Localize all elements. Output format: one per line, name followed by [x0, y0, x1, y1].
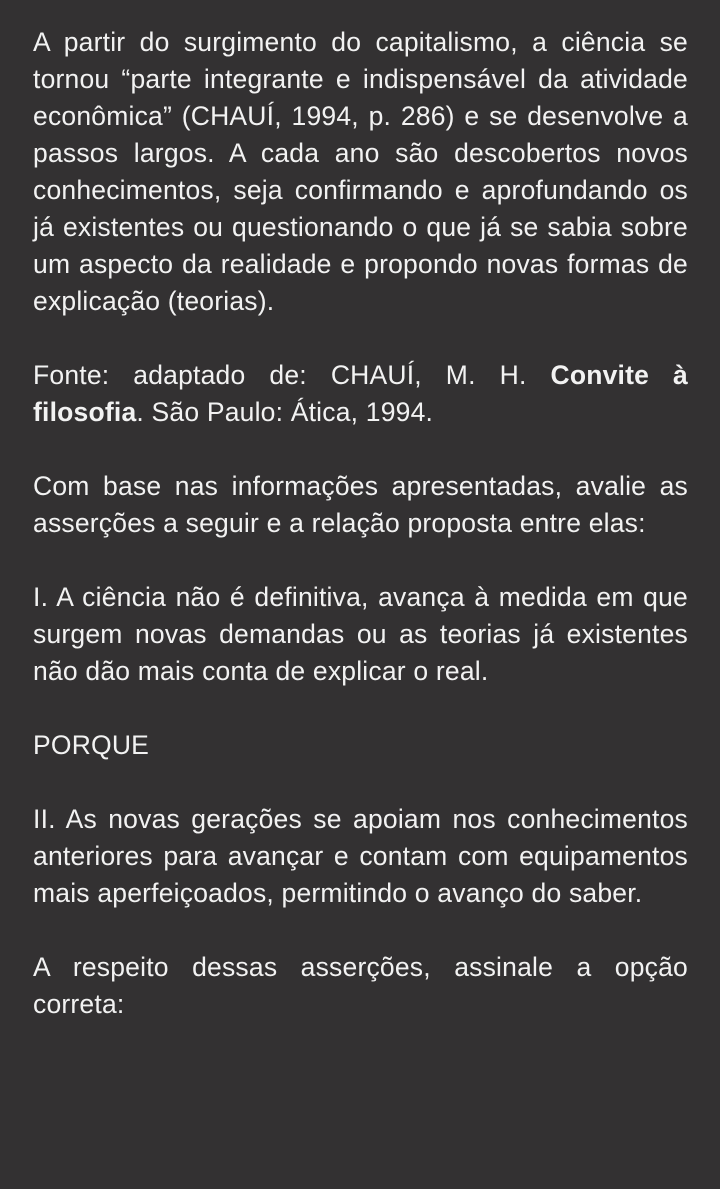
- assertion-1: I. A ciência não é definitiva, avança à medida em que surgem novas demandas ou as teorias já existentes não dão mais conta de explicar o real.: [33, 582, 688, 686]
- source-suffix: . São Paulo: Ática, 1994.: [136, 397, 434, 427]
- source-book-title: Convite à filosofia: [33, 360, 688, 427]
- connector-porque: PORQUE: [33, 730, 150, 760]
- source-citation: [33, 357, 688, 431]
- instruction-paragraph: Com base nas informações apresentadas, avalie as asserções a seguir e a relação proposta entre elas:: [33, 471, 688, 538]
- answer-prompt: A respeito dessas asserções, assinale a opção correta:: [33, 952, 688, 1019]
- question-text: [33, 24, 688, 1060]
- excerpt-paragraph: A partir do surgimento do capitalismo, a ciência se tornou “parte integrante e indispensável da atividade econômica” (CHAUÍ, 1994, p. 286) e se desenvolve a passos largos. A cada ano são descobertos novos conhecimentos, seja confirmando e aprofundando os já existentes ou questionando o que já se sabia sobre um aspecto da realidade e propondo novas formas de explicação (teorias).: [33, 27, 688, 316]
- assertion-2: II. As novas gerações se apoiam nos conhecimentos anteriores para avançar e contam com equipamentos mais aperfeiçoados, permitindo o avanço do saber.: [33, 804, 688, 908]
- source-prefix: Fonte: adaptado de: CHAUÍ, M. H.: [33, 360, 551, 390]
